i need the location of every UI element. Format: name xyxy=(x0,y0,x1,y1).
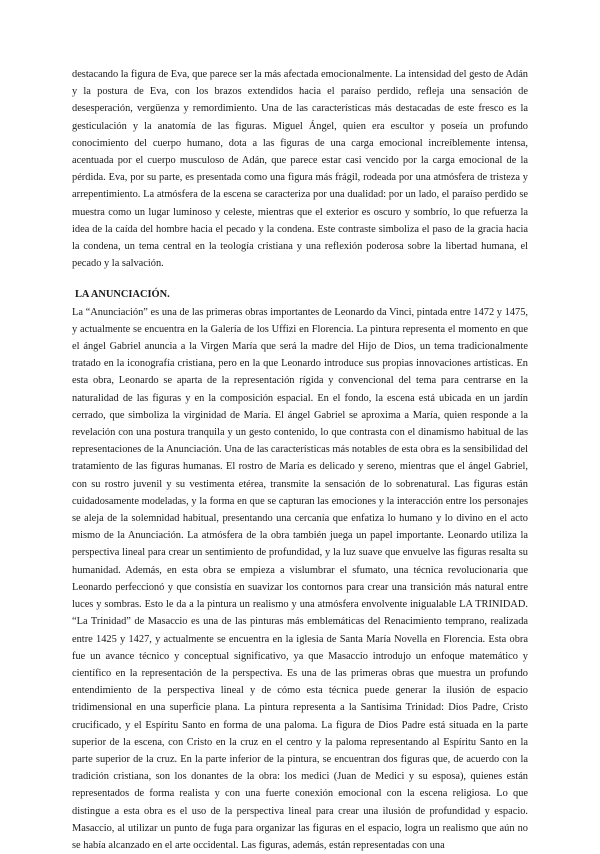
paragraph-anunciacion: La “Anunciación” es una de las primeras obras importantes de Leonardo da Vinci, pintada entre 1472 y 1475, y actualmente se encuentra en la Galería de los Uffizi en Florencia. La pintura representa el momento en que el ángel Gabriel anuncia a la Virgen María que será la madre del Hijo de Dios, un tema tradicionalmente tratado en la iconografía cristiana, pero en la que Leonardo introduce sus propias innovaciones artísticas. En esta obra, Leonardo se aparta de la representación rígida y convencional del tema para centrarse en la naturalidad de las figuras y en la composición espacial. En el fondo, la escena está ubicada en un jardín cerrado, que simboliza la virginidad de María. El ángel Gabriel se aproxima a María, quien responde a la revelación con una postura tranquila y un gesto contenido, lo que contrasta con el dinamismo habitual de las representaciones de la Anunciación. Una de las características más notables de esta obra es la sensibilidad del tratamiento de las figuras humanas. El rostro de María es delicado y sereno, mientras que el ángel Gabriel, con su rostro juvenil y su vestimenta etérea, transmite la sensación de lo sobrenatural. Las figuras están cuidadosamente modeladas, y la forma en que se capturan las emociones y la interacción entre los personajes se aleja de la solemnidad habitual, presentando una cercanía que enfatiza lo humano y lo divino en el acto mismo de la Anunciación. La atmósfera de la obra también juega un papel importante. Leonardo utiliza la perspectiva lineal para crear un sentimiento de profundidad, y la luz suave que envuelve las figuras resalta su humanidad. Además, en esta obra se empieza a vislumbrar el sfumato, una técnica revolucionaria que Leonardo perfeccionó y que consistía en suavizar los contornos para crear una transición más natural entre luces y sombras. Esto le da a la pintura un realismo y una atmósfera envolvente inigualable LA TRINIDAD. “La Trinidad” de Masaccio es una de las pinturas más emblemáticas del Renacimiento temprano, realizada entre 1425 y 1427, y actualmente se encuentra en la iglesia de Santa María Novella en Florencia. Esta obra fue un avance técnico y conceptual significativo, ya que Masaccio introdujo un enfoque matemático y científico en la representación de la perspectiva. Es una de las primeras obras que muestra un profundo entendimiento de la perspectiva lineal y de cómo esta técnica puede generar la ilusión de espacio tridimensional en una superficie plana. La pintura representa a la Santísima Trinidad: Dios Padre, Cristo crucificado, y el Espíritu Santo en forma de una paloma. La figura de Dios Padre está situada en la parte superior de la escena, con Cristo en la cruz en el centro y la paloma representando al Espíritu Santo en la parte superior de la cruz. En la parte inferior de la pintura, se encuentran dos figuras que, de acuerdo con la tradición cristiana, son los donantes de la obra: los medici (Juan de Medici y su esposa), quienes están representados de forma realista y con una fuerte conexión emocional con la escena religiosa. Lo que distingue a esta obra es el uso de la perspectiva lineal para crear una ilusión de profundidad y espacio. Masaccio, al utilizar un punto de fuga para organizar las figuras en el espacio, logra un realismo que aún no se había alcanzado en el arte occidental. Las figuras, además, están representadas con una xyxy=(72,306,528,851)
document-page xyxy=(72,66,528,854)
section-heading-anunciacion: LA ANUNCIACIÓN. xyxy=(75,289,170,301)
paragraph-expulsion-paraiso: destacando la figura de Eva, que parece ser la más afectada emocionalmente. La intensidad del gesto de Adán y la postura de Eva, con los brazos extendidos hacia el paraíso perdido, refleja una sensación de desesperación, vergüenza y remordimiento. Una de las características más destacadas de este fresco es la gesticulación y la anatomía de las figuras. Miguel Ángel, quien era escultor y poseía un profundo conocimiento del cuerpo humano, dota a las figuras de una carga emocional increíblemente intensa, acentuada por el cuerpo musculoso de Adán, que parece estar casi vencido por la carga emocional de la pérdida. Eva, por su parte, es presentada como una figura más frágil, rodeada por una atmósfera de tristeza y arrepentimiento. La atmósfera de la escena se caracteriza por una dualidad: por un lado, el paraíso perdido se muestra como un lugar luminoso y celeste, mientras que el exterior es oscuro y sombrío, lo que refuerza la idea de la caída del hombre hacia el pecado y la condena. Este contraste simboliza el paso de la gracia hacia la condena, un tema central en la teología cristiana y una reflexión poderosa sobre la libertad humana, el pecado y la salvación. xyxy=(72,69,528,270)
